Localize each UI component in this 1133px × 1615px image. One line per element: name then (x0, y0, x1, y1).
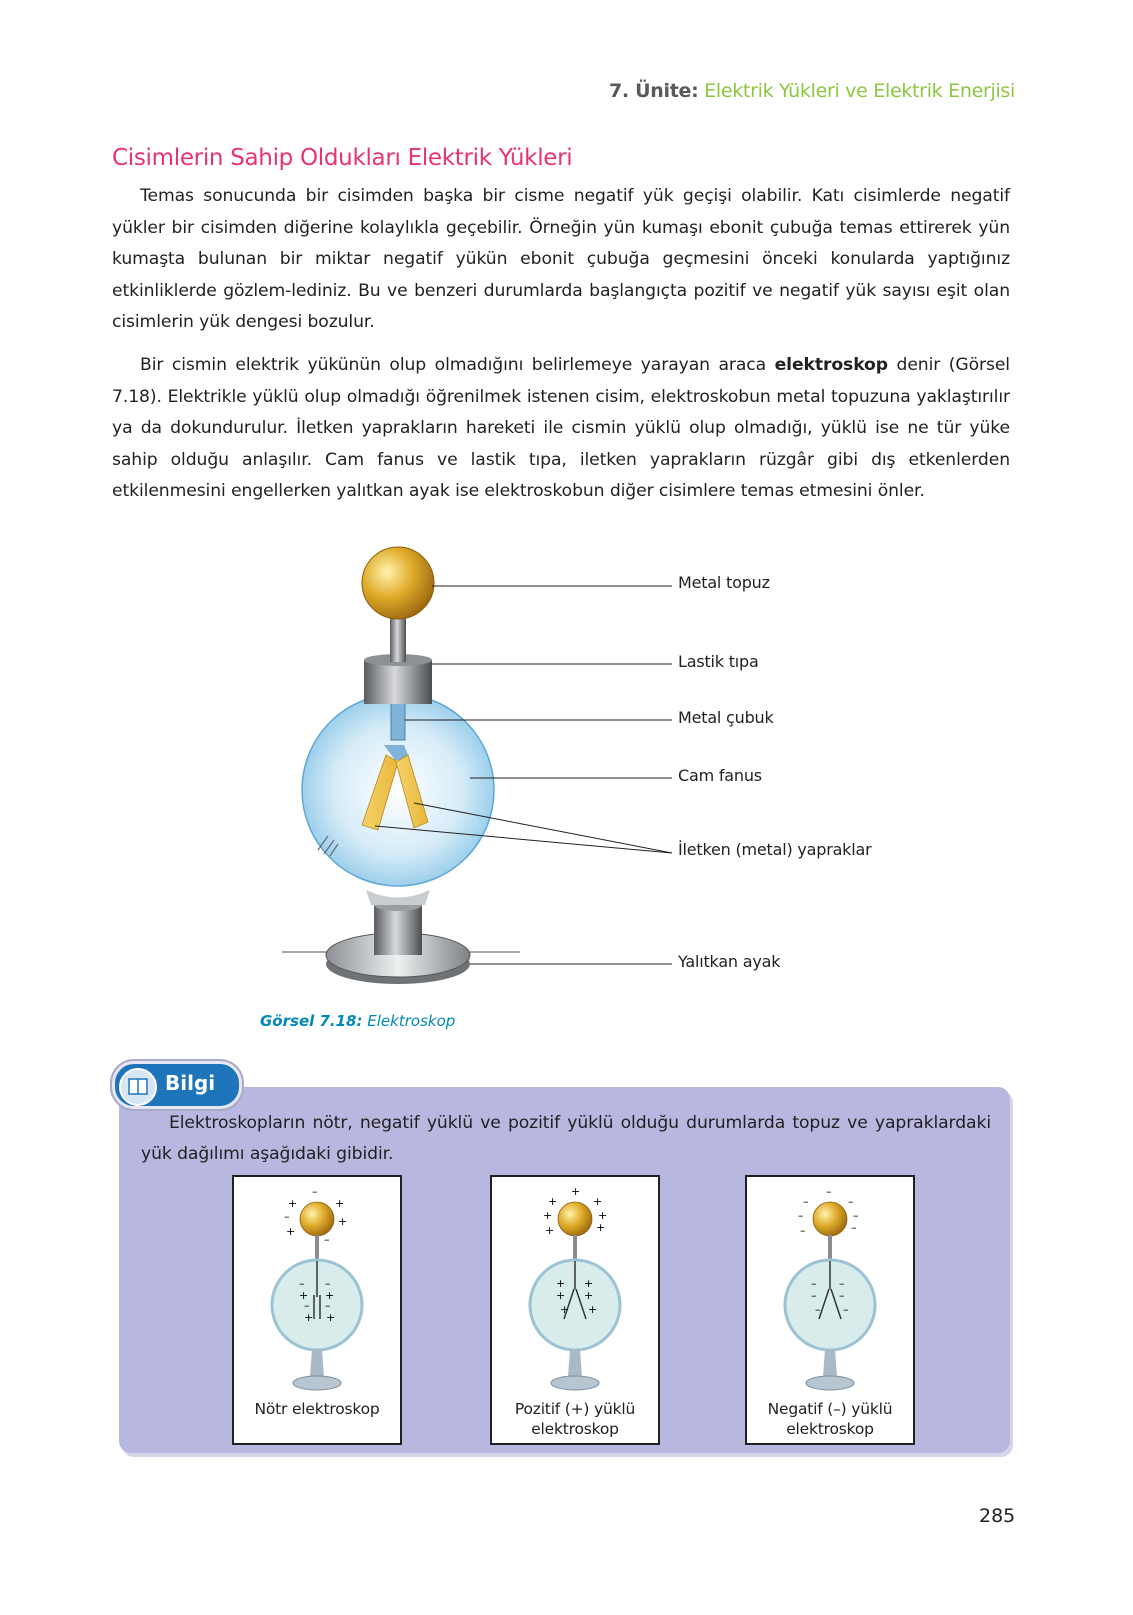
svg-text:–: – (851, 1221, 857, 1234)
svg-text:+: + (335, 1197, 345, 1210)
svg-text:–: – (304, 1299, 310, 1312)
unit-label: 7. Ünite: (609, 80, 699, 102)
info-text: Elektroskopların nötr, negatif yüklü ve pozitif yüklü olduğu durumlarda topuz ve yapraklardaki yük dağılımı aşağıdaki gibidir. (141, 1113, 991, 1164)
label-cam-fanus: Cam fanus (678, 766, 762, 785)
paragraph-2-text-rest: denir (Görsel 7.18). Elektrikle yüklü olup olmadığı öğrenilmek istenen cisim, elektroskobun metal topuzuna yaklaştırılır ya da dokundurulur. İletken yaprakların hareketi ile cismin yüklü olup olmadığı, yüklü ise ne tür yüke sahip olduğu anlaşılır. Cam fanus ve lastik tıpa, iletken yaprakların rüzgâr gibi dış etkenlerden etkilenmesini engellerken yalıtkan ayak ise elektroskobun diğer cisimlere temas etmesini önler. (112, 355, 1010, 502)
insulating-foot-stem (374, 905, 422, 955)
label-yalitkan-ayak: Yalıtkan ayak (678, 952, 781, 971)
metal-rod (391, 700, 405, 740)
page-number: 285 (979, 1505, 1016, 1527)
svg-text:+: + (325, 1289, 335, 1302)
svg-text:–: – (325, 1277, 331, 1290)
figure-caption (260, 1012, 455, 1030)
svg-text:+: + (299, 1289, 309, 1302)
svg-text:+: + (304, 1311, 314, 1324)
caption-text: Elektroskop (367, 1012, 456, 1030)
svg-text:+: + (596, 1221, 606, 1234)
svg-text:+: + (326, 1311, 336, 1324)
svg-text:+: + (560, 1303, 570, 1316)
svg-text:–: – (299, 1277, 305, 1290)
svg-text:–: – (848, 1195, 854, 1208)
svg-text:–: – (811, 1289, 817, 1302)
svg-text:+: + (584, 1277, 594, 1290)
label-metal-topuz: Metal topuz (678, 573, 770, 592)
svg-text:–: – (839, 1289, 845, 1302)
book-icon (119, 1068, 157, 1106)
svg-text:+: + (288, 1197, 298, 1210)
svg-text:–: – (826, 1185, 832, 1198)
panel-label-positive: Pozitif (+) yüklü elektroskop (514, 1400, 636, 1438)
term-elektroskop: elektroskop (774, 355, 888, 375)
svg-text:–: – (843, 1303, 849, 1316)
rubber-stopper (364, 660, 432, 704)
panel-label-negative: Negatif (–) yüklü elektroskop (767, 1400, 893, 1438)
svg-text:+: + (584, 1289, 594, 1302)
svg-text:+: + (598, 1209, 608, 1222)
panel-neutral (232, 1175, 402, 1445)
svg-text:–: – (312, 1185, 318, 1198)
svg-text:+: + (338, 1215, 348, 1228)
badge-label: Bilgi (165, 1071, 216, 1095)
panel-negative (745, 1175, 915, 1445)
paragraph-2-text: Bir cismin elektrik yükünün olup olmadığını belirlemeye yarayan araca (140, 355, 775, 375)
svg-text:+: + (556, 1289, 566, 1302)
svg-text:+: + (588, 1303, 598, 1316)
label-metal-cubuk: Metal çubuk (678, 708, 774, 727)
svg-text:–: – (284, 1210, 290, 1223)
svg-text:+: + (286, 1225, 296, 1238)
svg-text:+: + (543, 1209, 553, 1222)
svg-text:+: + (545, 1224, 555, 1237)
svg-text:+: + (571, 1185, 581, 1198)
info-badge (112, 1061, 242, 1109)
svg-text:–: – (811, 1277, 817, 1290)
caption-label: Görsel 7.18: (260, 1012, 363, 1030)
svg-text:–: – (800, 1224, 806, 1237)
metal-knob (362, 547, 434, 619)
svg-text:+: + (593, 1195, 603, 1208)
unit-topic: Elektrik Yükleri ve Elektrik Enerjisi (704, 80, 1015, 102)
panel-positive (490, 1175, 660, 1445)
svg-text:+: + (556, 1277, 566, 1290)
svg-text:–: – (839, 1277, 845, 1290)
svg-text:–: – (815, 1303, 821, 1316)
svg-text:–: – (324, 1233, 330, 1246)
section-title: Cisimlerin Sahip Oldukları Elektrik Yükleri (112, 145, 573, 171)
svg-text:–: – (798, 1209, 804, 1222)
label-lastik-tipa: Lastik tıpa (678, 652, 759, 671)
label-iletken-yapraklar: İletken (metal) yapraklar (678, 840, 872, 859)
svg-text:–: – (325, 1299, 331, 1312)
svg-text:–: – (853, 1209, 859, 1222)
panel-label-neutral: Nötr elektroskop (254, 1400, 380, 1418)
svg-text:+: + (548, 1195, 558, 1208)
paragraph-1: Temas sonucunda bir cisimden başka bir cisme negatif yük geçişi olabilir. Katı cisimlerde negatif yükler bir cisimden diğerine kolaylıkla geçebilir. Örneğin yün kumaşı ebonit çubuğa temas ettirerek yün kumaşta bulunan bir miktar negatif yükün ebonit çubuğa geçmesini önceki konularda yaptığınız etkinliklerde gözlem-lediniz. Bu ve benzeri durumlarda başlangıçta pozitif ve negatif yük sayısı eşit olan cisimlerin yük dengesi bozulur. (112, 186, 1010, 333)
svg-text:–: – (803, 1195, 809, 1208)
